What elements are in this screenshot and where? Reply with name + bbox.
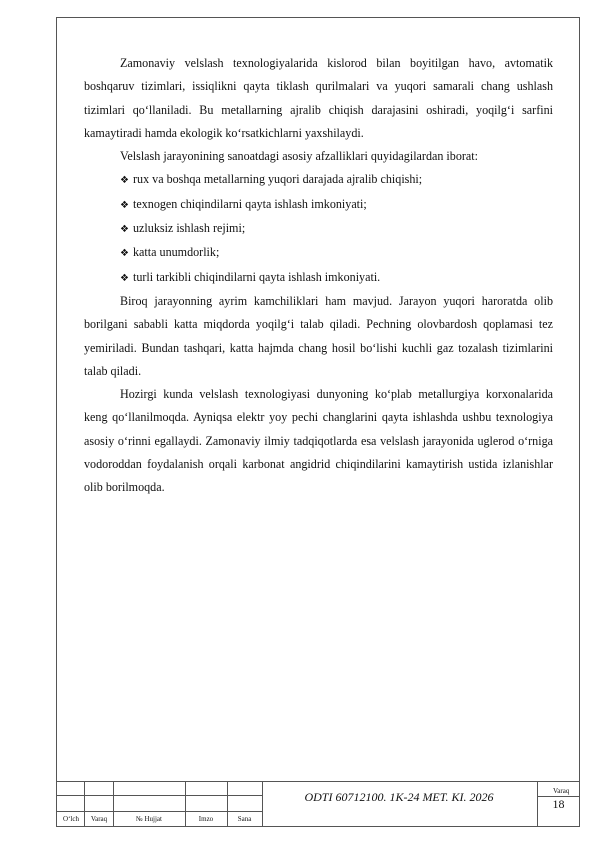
paragraph-3: Biroq jarayonning ayrim kamchiliklari ham mavjud. Jarayon yuqori haroratda olib borilgani sababli katta miqdorda yoqilg‘i talab qiladi. Pechning olovbardosh qoplamasi tez yemiriladi. Bundan tashqari, katta hajmda chang hosil bo‘lishi kuchli gaz tozalash tizimlarini talab qiladi. (84, 293, 553, 378)
list-item (120, 217, 553, 241)
list-item-text: katta unumdorlik; (133, 245, 220, 260)
col-label-hujjat: № Hujjat (136, 815, 162, 823)
diamond-bullet-icon: ❖ (120, 272, 129, 284)
list-item-text: turli tarkibli chiqindilarni qayta ishlash imkoniyati. (133, 269, 381, 284)
paragraph-2: Velslash jarayonining sanoatdagi asosiy afzalliklari quyidagilardan iborat: (120, 149, 479, 164)
diamond-bullet-icon: ❖ (120, 175, 129, 187)
col-label-olch: O‘lch (63, 815, 79, 823)
col-label-varaq: Varaq (90, 815, 108, 823)
page-number: 18 (552, 797, 565, 811)
list-item-text: uzluksiz ishlash rejimi; (133, 221, 246, 236)
document-body (84, 52, 553, 500)
list-item-text: rux va boshqa metallarning yuqori darajada ajralib chiqishi; (133, 172, 423, 187)
diamond-bullet-icon: ❖ (120, 248, 129, 260)
sheet-label: Varaq (553, 787, 570, 795)
diamond-bullet-icon: ❖ (120, 199, 129, 211)
col-label-sana: Sana (237, 815, 252, 823)
list-item-text: texnogen chiqindilarni qayta ishlash imkoniyati; (133, 196, 367, 211)
list-item (120, 168, 553, 192)
list-item (120, 266, 553, 290)
col-label-imzo: Imzo (198, 815, 214, 823)
diamond-bullet-icon: ❖ (120, 224, 129, 236)
advantages-list (84, 168, 553, 289)
list-item (120, 241, 553, 265)
list-item (120, 193, 553, 217)
paragraph-1: Zamonaviy velslash texnologiyalarida kislorod bilan boyitilgan havo, avtomatik boshqaruv tizimlari, issiqlikni qayta tiklash qurilmalari va yuqori samarali chang ushlash tizimlari qo‘llaniladi. Bu metallarning ajralib chiqish darajasini oshiradi, yoqilg‘i sarfini kamaytiradi hamda ekologik ko‘rsatkichlarni yaxshilaydi. (84, 56, 553, 140)
document-code: ODTI 60712100. 1K-24 MET. KI. 2026 (304, 790, 494, 804)
paragraph-4: Hozirgi kunda velslash texnologiyasi dunyoning ko‘plab metallurgiya korxonalarida keng qo‘llanilmoqda. Ayniqsa elektr yoy pechi changlarini qayta ishlashda ushbu texnologiya asosiy o‘rinni egallaydi. Zamonaviy ilmiy tadqiqotlarda esa velslash jarayonida uglerod o‘rniga vodoroddan foydalanish orqali karbonat angidrid chiqindilarini kamaytirish ustida izlanishlar olib borilmoqda. (84, 387, 553, 495)
